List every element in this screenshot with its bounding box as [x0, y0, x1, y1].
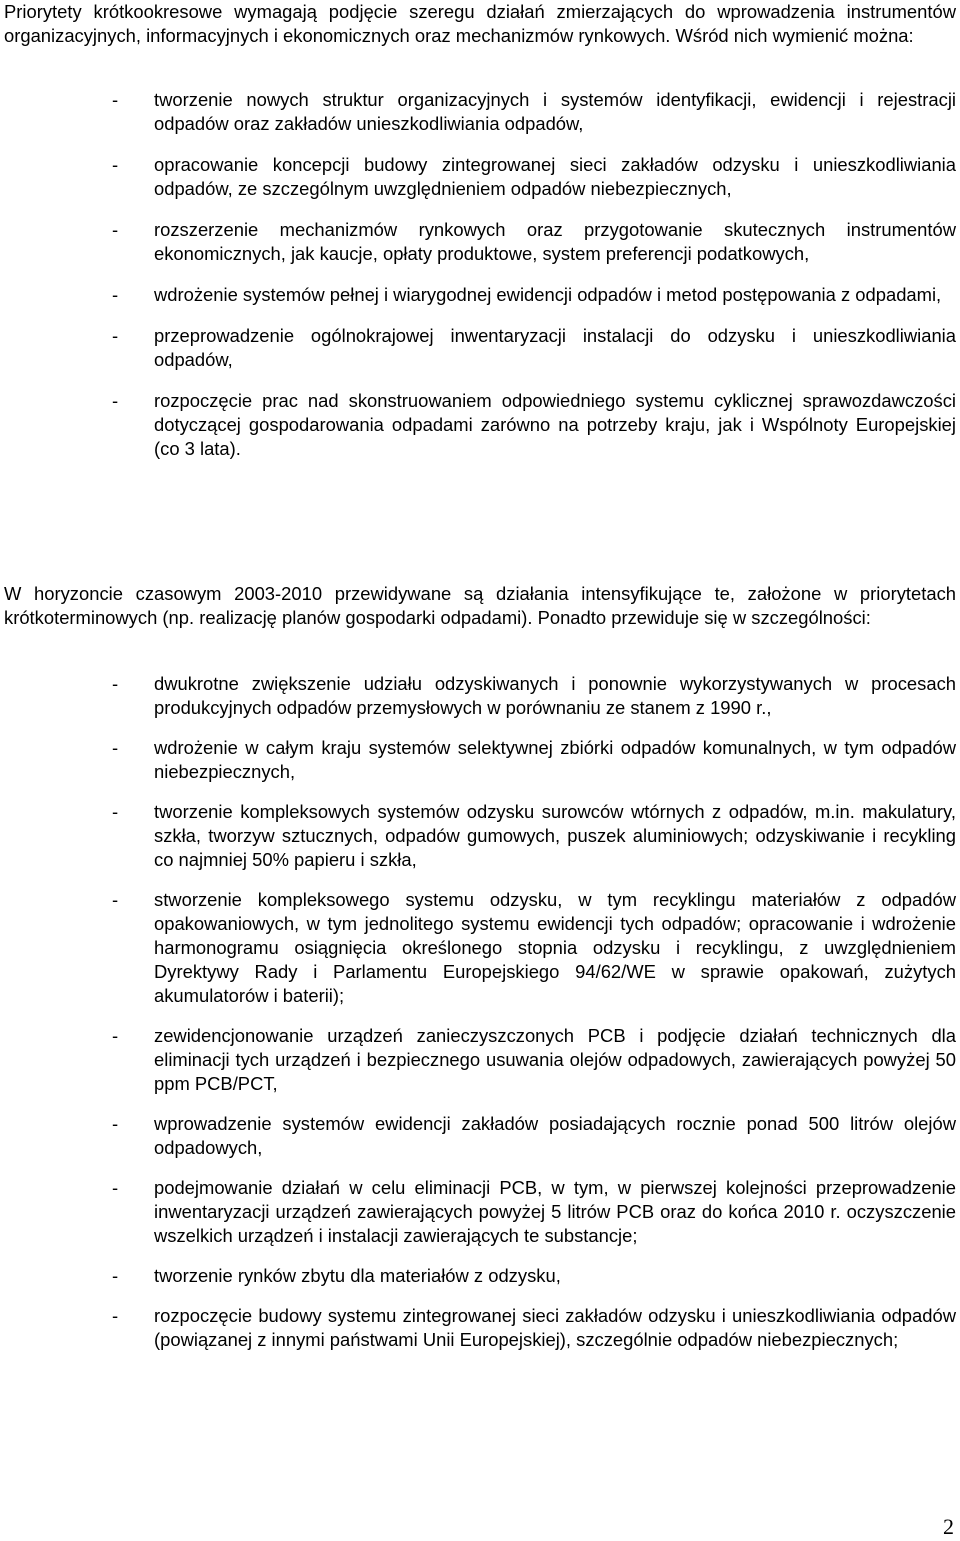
bullet-dash: -: [112, 325, 119, 346]
horizon-paragraph: W horyzoncie czasowym 2003-2010 przewidywane są działania intensyfikujące te, założone w priorytetach krótkoterminowych (np. realizację planów gospodarki odpadami). Ponadto przewiduje się w szczególności:: [4, 583, 956, 628]
list-item: [0, 1264, 960, 1288]
list-item: [0, 736, 960, 784]
list-item: [0, 324, 960, 372]
bullet-dash: -: [112, 1305, 119, 1326]
long-term-actions-list: [0, 672, 960, 1368]
list-item-text: rozpoczęcie prac nad skonstruowaniem odpowiedniego systemu cyklicznej sprawozdawczości dotyczącej gospodarowania odpadami zarówno na potrzeby kraju, jak i Wspólnoty Europejskiej (co 3 lata).: [154, 390, 956, 459]
bullet-dash: -: [112, 737, 119, 758]
list-item-text: opracowanie koncepcji budowy zintegrowanej sieci zakładów odzysku i unieszkodliwiania odpadów, ze szczególnym uwzględnieniem odpadów niebezpiecznych,: [154, 154, 956, 199]
list-item: [0, 672, 960, 720]
list-item-text: tworzenie rynków zbytu dla materiałów z odzysku,: [154, 1265, 561, 1286]
list-item-text: stworzenie kompleksowego systemu odzysku, w tym recyklingu materiałów z odpadów opakowaniowych, w tym jednolitego systemu ewidencji tych odpadów; opracowanie i wdrożenie harmonogramu osiągnięcia określonego stopnia odzysku i recyklingu, z uwzględnieniem Dyrektywy Rady i Parlamentu Europejskiego 94/62/WE w sprawie opakowań, zużytych akumulatorów i baterii);: [154, 889, 956, 1006]
list-item-text: tworzenie kompleksowych systemów odzysku surowców wtórnych z odpadów, m.in. makulatury, szkła, tworzyw sztucznych, odpadów gumowych, puszek aluminiowych; odzyskiwanie i recykling co najmniej 50% papieru i szkła,: [154, 801, 956, 870]
list-item-text: przeprowadzenie ogólnokrajowej inwentaryzacji instalacji do odzysku i unieszkodliwiania odpadów,: [154, 325, 956, 370]
list-item: [0, 1304, 960, 1352]
list-item: [0, 888, 960, 1008]
bullet-dash: -: [112, 390, 119, 411]
bullet-dash: -: [112, 1025, 119, 1046]
list-item-text: rozszerzenie mechanizmów rynkowych oraz przygotowanie skutecznych instrumentów ekonomicznych, jak kaucje, opłaty produktowe, system preferencji podatkowych,: [154, 219, 956, 264]
bullet-dash: -: [112, 89, 119, 110]
list-item-text: rozpoczęcie budowy systemu zintegrowanej sieci zakładów odzysku i unieszkodliwiania odpadów (powiązanej z innymi państwami Unii Europejskiej), szczególnie odpadów niebezpiecznych;: [154, 1305, 956, 1350]
list-item: [0, 153, 960, 201]
list-item: [0, 1024, 960, 1096]
list-item-text: podejmowanie działań w celu eliminacji PCB, w tym, w pierwszej kolejności przeprowadzenie inwentaryzacji urządzeń zawierających powyżej 5 litrów PCB oraz do końca 2010 r. oczyszczenie wszelkich urządzeń i instalacji zawierających te substancje;: [154, 1177, 956, 1246]
list-item-text: wprowadzenie systemów ewidencji zakładów posiadających rocznie ponad 500 litrów olejów odpadowych,: [154, 1113, 956, 1158]
list-item-text: wdrożenie systemów pełnej i wiarygodnej ewidencji odpadów i metod postępowania z odpadami,: [154, 284, 942, 305]
bullet-dash: -: [112, 673, 119, 694]
intro-paragraph: Priorytety krótkookresowe wymagają podjęcie szeregu działań zmierzających do wprowadzenia instrumentów organizacyjnych, informacyjnych i ekonomicznych oraz mechanizmów rynkowych. Wśród nich wymienić można:: [4, 1, 956, 46]
short-term-priorities-list: [0, 88, 960, 478]
bullet-dash: -: [112, 284, 119, 305]
list-item-text: tworzenie nowych struktur organizacyjnych i systemów identyfikacji, ewidencji i rejestracji odpadów oraz zakładów unieszkodliwiania odpadów,: [154, 89, 956, 134]
bullet-dash: -: [112, 154, 119, 175]
list-item: [0, 1112, 960, 1160]
list-item: [0, 800, 960, 872]
list-item-text: dwukrotne zwiększenie udziału odzyskiwanych i ponownie wykorzystywanych w procesach produkcyjnych odpadów przemysłowych w porównaniu ze stanem z 1990 r.,: [154, 673, 956, 718]
bullet-dash: -: [112, 1177, 119, 1198]
list-item: [0, 283, 960, 307]
bullet-dash: -: [112, 219, 119, 240]
list-item: [0, 1176, 960, 1248]
bullet-dash: -: [112, 801, 119, 822]
list-item-text: wdrożenie w całym kraju systemów selektywnej zbiórki odpadów komunalnych, w tym odpadów niebezpiecznych,: [154, 737, 956, 782]
bullet-dash: -: [112, 1113, 119, 1134]
list-item: [0, 218, 960, 266]
list-item: [0, 389, 960, 461]
bullet-dash: -: [112, 1265, 119, 1286]
bullet-dash: -: [112, 889, 119, 910]
list-item-text: zewidencjonowanie urządzeń zanieczyszczonych PCB i podjęcie działań technicznych dla eliminacji tych urządzeń i bezpiecznego usuwania olejów odpadowych, zawierających powyżej 50 ppm PCB/PCT,: [154, 1025, 956, 1094]
page-number: 2: [943, 1514, 954, 1539]
list-item: [0, 88, 960, 136]
